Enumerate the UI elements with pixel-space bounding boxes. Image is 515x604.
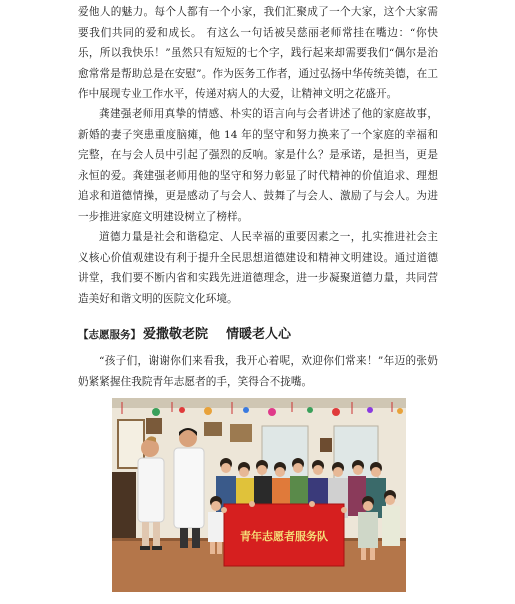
section-subtitle: 情暖老人心 (226, 327, 292, 342)
section-tag: 志愿服务 (88, 329, 131, 341)
volunteer-group-photo (112, 398, 406, 592)
body-paragraph-3: 道德力量是社会和谐稳定、人民幸福的重要因素之一，扎实推进社会主义核心价值观建设有利于提升全民思想道德建设和精神文明建设。通过道德讲堂，我们要不断内省和实践先进道德理念，进一步凝聚道德力量，共同营造美好和谐文明的医院文化环境。 (78, 231, 438, 305)
section-heading (78, 325, 438, 345)
photo-illustration (112, 398, 406, 592)
body-paragraph-2: 龚建强老师用真挚的情感、朴实的语言向与会者讲述了他的家庭故事，新婚的妻子突患重度脑瘫，他 14 年的坚守和努力换来了一个家庭的幸福和完整，在与会人员中引起了强烈的反响。家是什么？是承诺，是担当，更是永恒的爱。龚建强老师用他的坚守和努力彰显了时代精神的价值追求、理想追求和道德情操，更是感动了与会人、鼓舞了与会人、激励了与会人。为进一步推进家庭文明建设树立了榜样。 (78, 108, 438, 223)
section-bracket-open: 【 (78, 329, 89, 341)
section-paragraph: “孩子们，谢谢你们来看我，我开心着呢，欢迎你们常来！”年迈的张奶奶紧紧握住我院青年志愿者的手，笑得合不拢嘴。 (78, 355, 438, 388)
body-paragraph-1: 爱他人的魅力。每个人都有一个小家，我们汇聚成了一个大家，这个大家需要我们共同的爱和成长。 有这么一句话被吴慈丽老师常挂在嘴边：“你快乐，所以我快乐！”虽然只有短短的七个字，践行起来却需要我们“偶尔是治愈常常是帮助总是在安慰”。作为医务工作者，通过弘扬中华传统美德，在工作中展现专业工作水平，传递对病人的大爱，让精神文明之花盛开。 (78, 6, 438, 100)
section-bracket-close: 】 (130, 329, 141, 341)
banner-text: 青年志愿者服务队 (240, 530, 328, 543)
section-title: 爱撒敬老院 (143, 327, 209, 342)
